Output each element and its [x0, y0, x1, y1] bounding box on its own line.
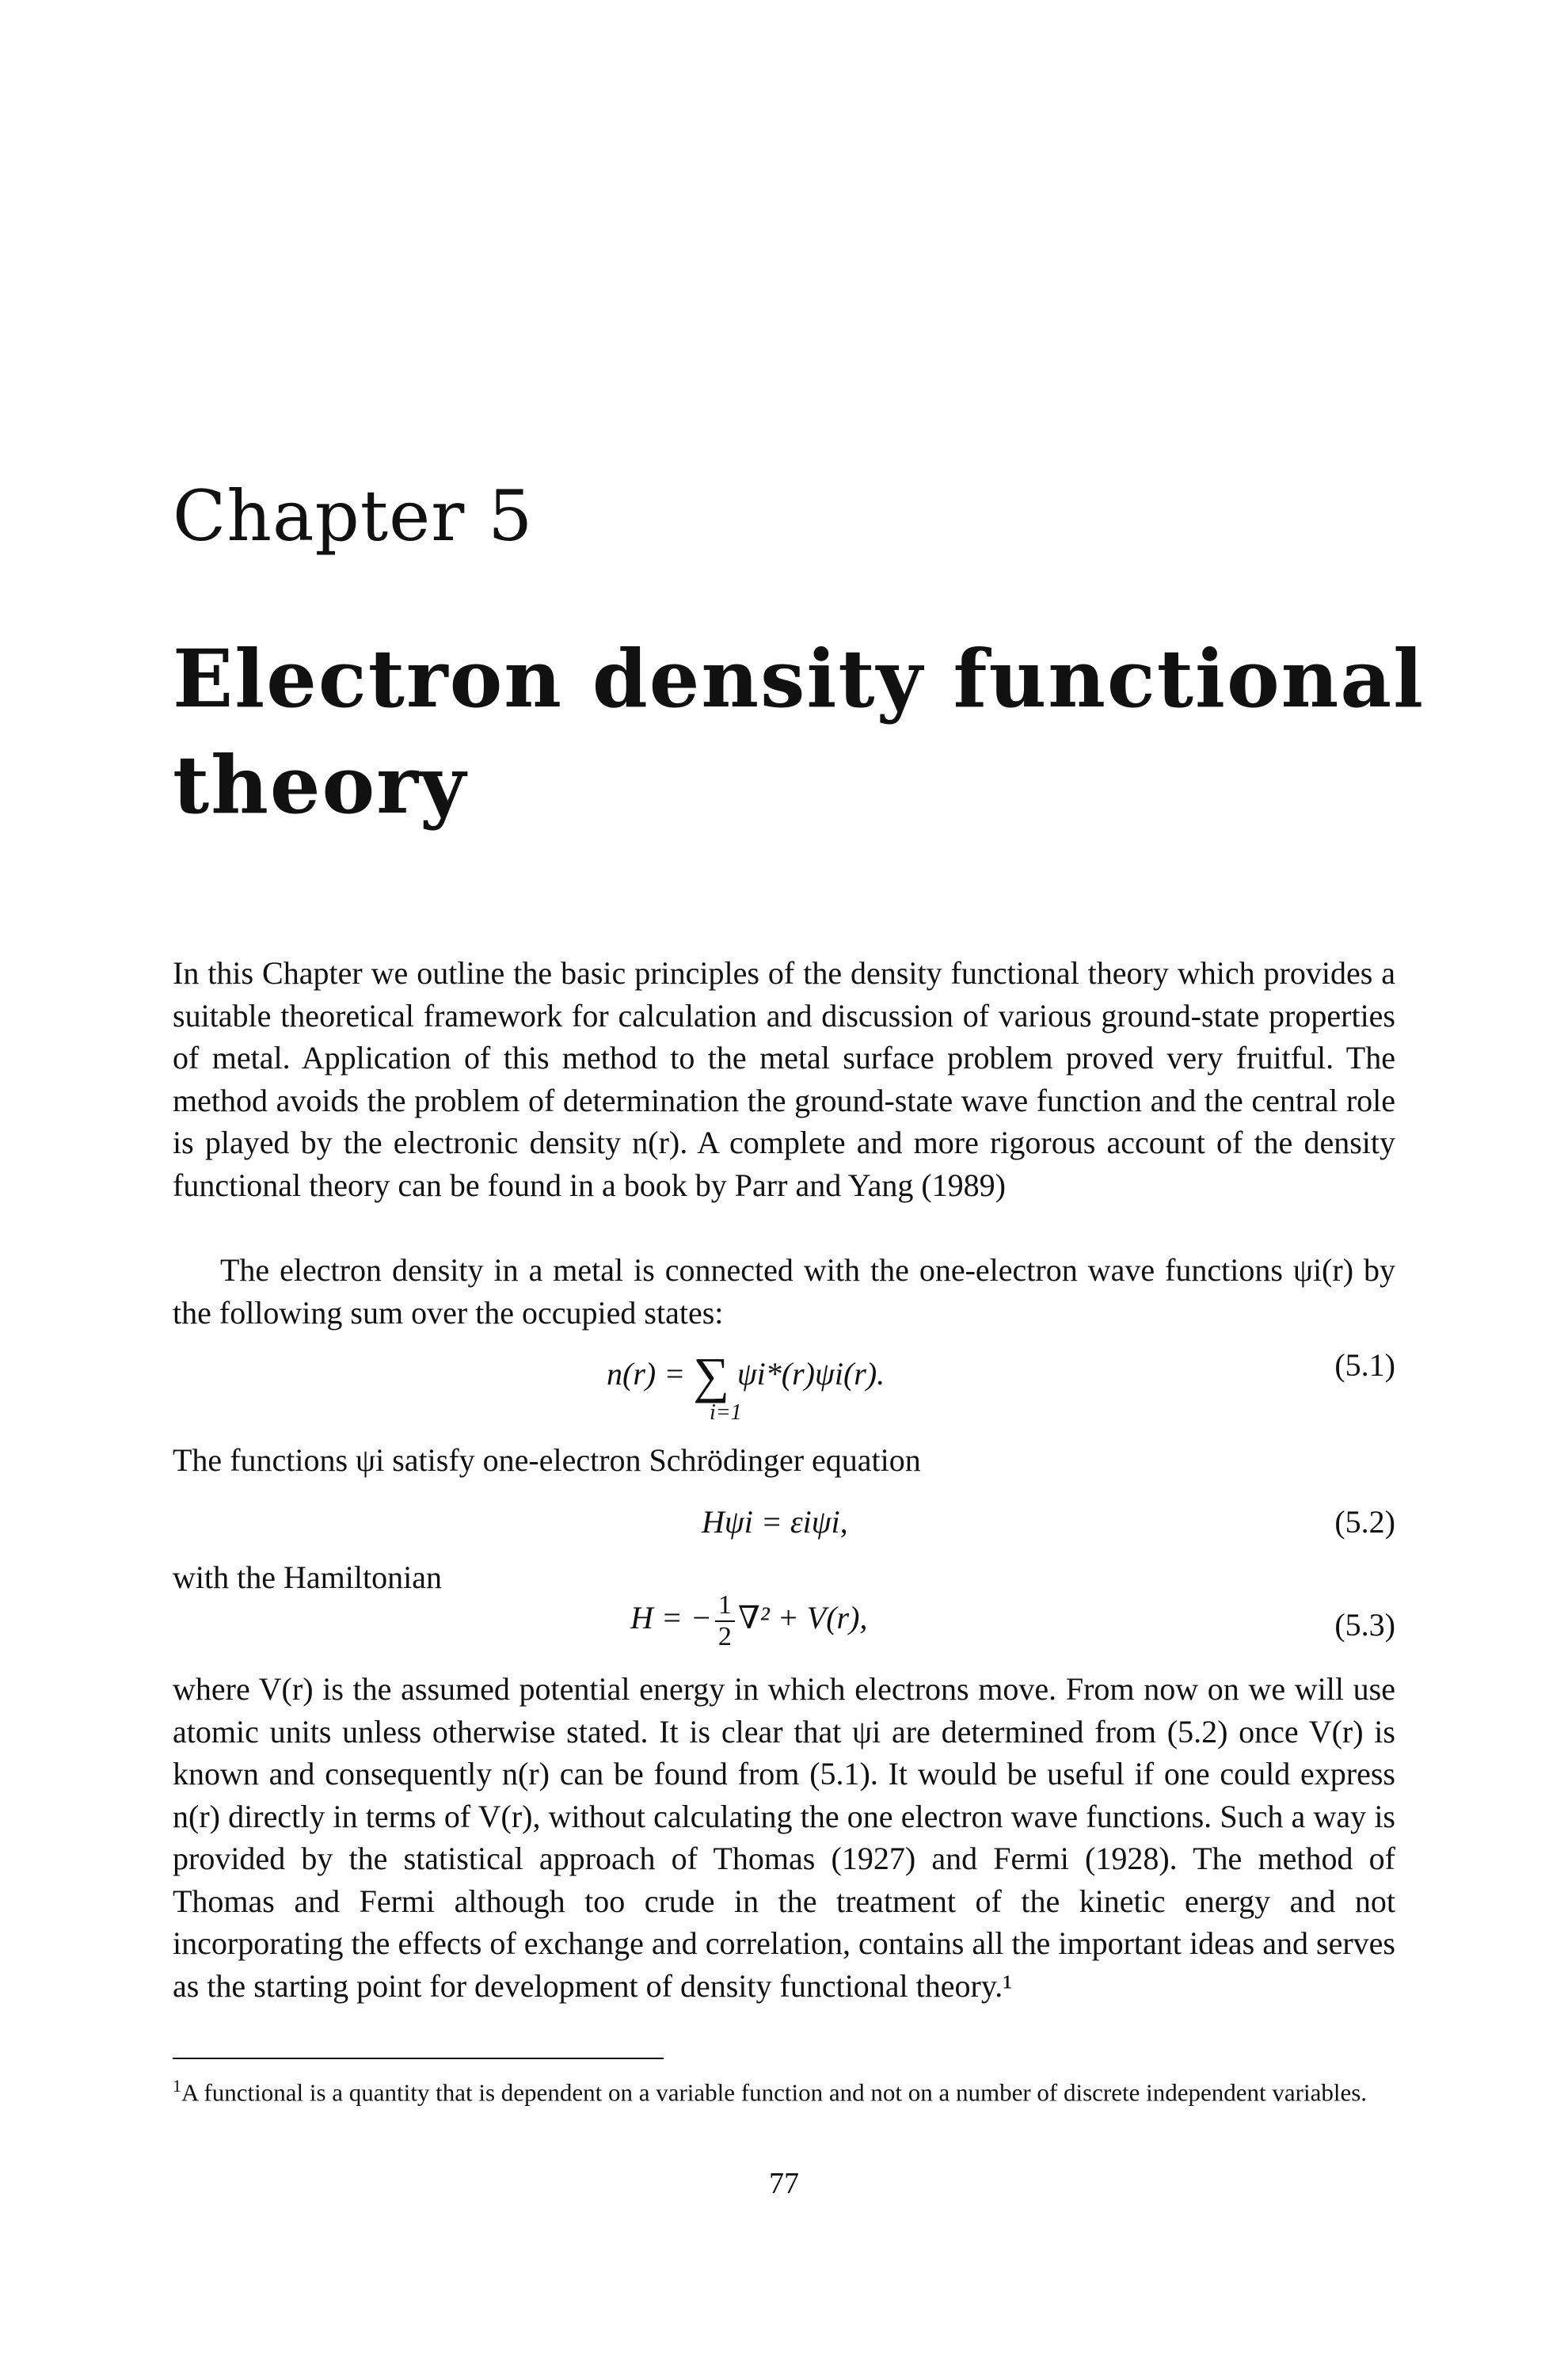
- equation-5-2: [173, 1503, 1395, 1567]
- one-half-fraction: $\frac{1}{2}$: [715, 1590, 735, 1652]
- functions-sentence: The functions ψi satisfy one-electron Schrödinger equation: [173, 1442, 921, 1478]
- sum-symbol: ∑: [693, 1347, 729, 1403]
- equation-5-1: [173, 1346, 1395, 1425]
- equation-5-1-rhs: ψi*(r)ψi(r).: [736, 1356, 885, 1392]
- footnote: [173, 2069, 1395, 2109]
- chapter-label: Chapter 5: [173, 475, 534, 557]
- equation-5-2-body: Hψi = εiψi,: [702, 1504, 848, 1540]
- equation-number-5-3: (5.3): [1334, 1607, 1395, 1643]
- footnote-rule: [173, 2058, 664, 2059]
- intro-paragraph: In this Chapter we outline the basic principles of the density functional theory which provides a suitable theoretical framework for calculation and discussion of various ground-state properties of metal. Application of this method to the metal surface problem proved very fruitful. The method avoids the problem of determination the ground-state wave function and the central role is played by the electronic density n(r). A complete and more rigorous account of the density functional theory can be found in a book by Parr and Yang (1989): [173, 955, 1395, 1203]
- chapter-title: Electron density functional theory: [173, 632, 1425, 832]
- thomas-fermi-paragraph: where V(r) is the assumed potential energy in which electrons move. From now on we will use atomic units unless otherwise stated. It is clear that ψi are determined from (5.2) once V(r) is known and consequently n(r) can be found from (5.1). It would be useful if one could express n(r) directly in terms of V(r), without calculating the one electron wave functions. Such a way is provided by the statistical approach of Thomas (1927) and Fermi (1928). The method of Thomas and Fermi although too crude in the treatment of the kinetic energy and not incorporating the effects of exchange and correlation, contains all the important ideas and serves as the starting point for development of density functional theory.¹: [173, 1671, 1395, 2004]
- equation-number-5-2: (5.2): [1334, 1504, 1395, 1540]
- hamiltonian-sentence: with the Hamiltonian: [173, 1559, 442, 1595]
- equation-5-3-rhs: ∇² + V(r),: [737, 1600, 868, 1636]
- equation-5-3-lhs: H = −: [630, 1600, 712, 1636]
- page-number: 77: [769, 2167, 799, 2200]
- density-paragraph: The electron density in a metal is connected with the one-electron wave functions ψi(r) by the following sum over the occupied states:: [173, 1252, 1395, 1331]
- equation-5-3: [173, 1576, 1395, 1655]
- equation-number-5-1: (5.1): [1334, 1347, 1395, 1383]
- sum-index: i=1: [710, 1400, 742, 1425]
- equation-5-1-lhs: n(r) =: [607, 1356, 694, 1392]
- footnote-marker: 1: [173, 2076, 181, 2096]
- footnote-text: A functional is a quantity that is dependent on a variable function and not on a number of discrete independent variables.: [181, 2078, 1368, 2107]
